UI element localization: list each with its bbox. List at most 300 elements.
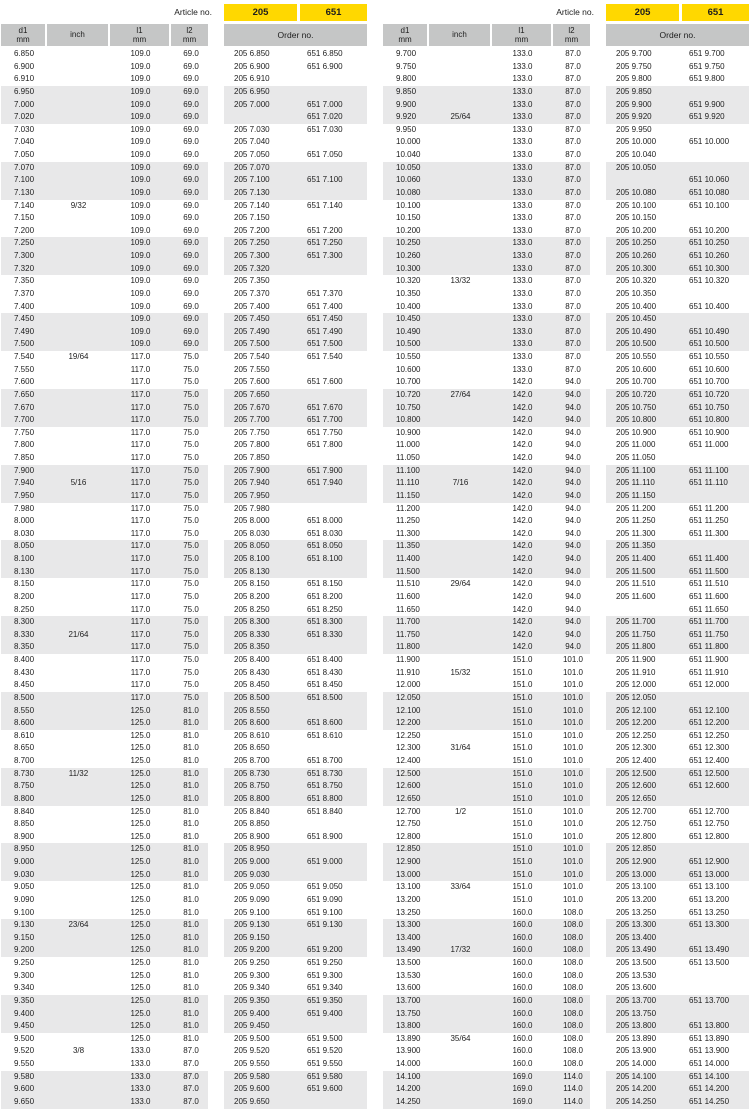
l1-value: 109.0	[110, 250, 171, 263]
table-row	[1, 705, 367, 718]
inch-value	[47, 604, 110, 617]
row-gap	[590, 717, 606, 730]
d1-value: 11.400	[383, 553, 429, 566]
inch-value	[429, 351, 492, 364]
l2-value: 75.0	[183, 440, 199, 450]
order-651-value: 651 7.200	[307, 225, 343, 235]
inch-value	[47, 566, 110, 579]
d1-value: 12.800	[396, 831, 421, 841]
order-651-value	[297, 742, 367, 755]
row-gap	[590, 351, 606, 364]
l1-value: 117.0	[130, 680, 151, 690]
table-row	[383, 970, 749, 983]
l2-value: 87.0	[565, 200, 581, 210]
order-205-value: 205 13.530	[616, 970, 657, 980]
inch-value: 27/64	[429, 389, 492, 402]
d1-value: 7.700	[1, 414, 47, 427]
row-gap	[590, 465, 606, 478]
l2-value: 94.0	[565, 516, 581, 526]
order-651-value: 651 8.150	[307, 579, 343, 589]
table-row	[383, 629, 749, 642]
table-body	[1, 48, 367, 1109]
order-651-value: 651 9.100	[307, 907, 343, 917]
d1-value: 10.260	[383, 250, 429, 263]
inch-value	[47, 275, 110, 288]
d1-value: 11.600	[396, 591, 420, 601]
l1-value: 125.0	[110, 843, 171, 856]
table-row	[383, 679, 749, 692]
l2-value: 87.0	[171, 1071, 208, 1084]
row-gap	[590, 187, 606, 200]
d1-value: 12.500	[383, 768, 429, 781]
table-row	[383, 1020, 749, 1033]
column-unit: mm	[182, 35, 197, 44]
l1-value: 125.0	[130, 907, 151, 917]
inch-value	[47, 237, 110, 250]
row-gap	[590, 162, 606, 175]
l2-value: 81.0	[183, 819, 199, 829]
row-gap	[590, 86, 606, 99]
d1-value: 9.500	[14, 1033, 35, 1043]
order-205-value: 205 11.600	[616, 591, 656, 601]
table-row	[383, 402, 749, 415]
order-205-value: 205 10.750	[606, 402, 679, 415]
row-gap	[590, 629, 606, 642]
l2-value: 75.0	[183, 655, 199, 664]
d1-value: 11.700	[383, 616, 429, 629]
d1-value: 7.950	[1, 490, 47, 503]
order-651-value: 651 7.000	[297, 99, 367, 112]
row-gap	[590, 1083, 606, 1096]
l1-value: 117.0	[130, 377, 151, 387]
row-gap	[590, 452, 606, 465]
l1-value: 109.0	[130, 213, 151, 223]
inch-value	[47, 86, 110, 99]
order-205-value: 205 7.400	[234, 301, 270, 311]
l2-value: 87.0	[553, 86, 590, 99]
inch-value	[47, 376, 110, 389]
l1-value: 169.0	[492, 1096, 553, 1109]
inch-value	[47, 288, 110, 301]
l1-value: 151.0	[492, 780, 553, 793]
order-651-value	[297, 136, 367, 149]
row-gap	[590, 831, 606, 844]
order-651-value	[679, 149, 749, 162]
order-205-value: 205 9.700	[616, 49, 652, 58]
l2-value: 87.0	[183, 1046, 199, 1056]
row-gap	[208, 465, 224, 478]
inch-value	[429, 957, 492, 970]
d1-value: 7.350	[14, 276, 35, 286]
inch-value	[47, 705, 110, 718]
order-205-value: 205 9.520	[234, 1046, 270, 1056]
table-row	[1, 553, 367, 566]
order-205-value: 205 9.600	[224, 1083, 297, 1096]
d1-value: 13.890	[396, 1033, 421, 1043]
inch-value	[47, 641, 110, 654]
order-651-value: 651 14.100	[679, 1071, 749, 1084]
order-651-value	[297, 73, 367, 86]
d1-value: 11.910	[396, 667, 420, 677]
d1-value: 13.900	[396, 1046, 421, 1056]
order-205-value	[606, 174, 679, 187]
l2-value: 75.0	[171, 566, 208, 579]
l2-value: 75.0	[171, 629, 208, 642]
l1-value: 109.0	[110, 111, 171, 124]
order-651-value: 651 10.200	[689, 225, 730, 235]
table-row	[1, 692, 367, 705]
order-651-value: 651 7.600	[307, 377, 343, 387]
order-651-value	[679, 288, 749, 301]
order-651-value: 651 11.700	[679, 616, 749, 629]
l2-value: 114.0	[553, 1083, 590, 1096]
l2-value: 81.0	[183, 806, 199, 816]
order-205-value: 205 8.000	[234, 516, 270, 526]
order-651-value: 651 8.400	[307, 655, 343, 664]
d1-value: 7.300	[1, 250, 47, 263]
d1-value: 9.550	[14, 1059, 35, 1068]
d1-value: 9.340	[14, 983, 35, 993]
order-205-value: 205 8.050	[224, 540, 297, 553]
table-row	[1, 578, 367, 591]
order-651-value: 651 8.330	[297, 629, 367, 642]
order-651-value: 651 9.250	[307, 958, 343, 967]
table-row	[1, 174, 367, 187]
column-label: l2	[568, 25, 575, 35]
order-205-value: 205 12.650	[606, 793, 679, 806]
order-651-value: 651 13.250	[689, 907, 730, 917]
l1-value: 151.0	[512, 806, 533, 816]
column-label: l1	[518, 25, 525, 35]
row-gap	[208, 944, 224, 957]
column-header-l1	[110, 24, 171, 46]
l1-value: 109.0	[110, 237, 171, 250]
l1-value: 142.0	[492, 553, 553, 566]
order-205-value: 205 13.200	[616, 894, 657, 904]
d1-value: 9.520	[14, 1046, 35, 1056]
table-row	[383, 806, 749, 819]
order-205-value: 205 8.730	[224, 768, 297, 781]
order-651-value: 651 9.800	[689, 74, 725, 84]
inch-value	[47, 932, 110, 945]
order-651-value: 651 10.100	[689, 200, 730, 210]
order-651-value: 651 6.850	[307, 49, 343, 58]
order-651-value: 651 12.000	[689, 680, 730, 690]
inch-value	[429, 124, 492, 137]
order-205-value: 205 8.900	[234, 831, 270, 841]
column-label: l1	[136, 25, 143, 35]
order-651-value: 651 13.500	[689, 958, 730, 967]
order-651-value	[297, 818, 367, 831]
l1-value: 125.0	[130, 983, 151, 993]
l1-value: 109.0	[130, 150, 151, 159]
row-gap	[208, 856, 224, 869]
order-651-value: 651 8.100	[297, 553, 367, 566]
l1-value: 160.0	[492, 932, 553, 945]
l2-value: 69.0	[183, 74, 199, 84]
table-row	[383, 99, 749, 112]
table-row	[1, 61, 367, 74]
row-gap	[590, 957, 606, 970]
d1-value: 7.150	[14, 213, 35, 223]
order-651-value: 651 10.000	[689, 137, 730, 147]
table-row	[1, 212, 367, 225]
article-651-header: 651	[297, 4, 367, 21]
inch-value	[429, 730, 492, 743]
order-205-value: 205 8.650	[234, 743, 270, 753]
order-205-value: 205 6.850	[234, 49, 270, 58]
row-gap	[208, 1058, 224, 1071]
order-205-value: 205 10.450	[606, 313, 679, 326]
l1-value: 125.0	[130, 894, 151, 904]
l2-value: 75.0	[183, 667, 199, 677]
inch-value: 7/16	[429, 477, 492, 490]
row-gap	[208, 376, 224, 389]
column-header-row	[383, 24, 749, 46]
l2-value: 94.0	[553, 477, 590, 490]
d1-value: 7.020	[1, 111, 47, 124]
l1-value: 109.0	[130, 200, 151, 210]
order-205-value: 205 7.320	[224, 263, 297, 276]
order-205-value: 205 13.750	[606, 1008, 679, 1021]
l1-value: 151.0	[492, 869, 553, 882]
l1-value: 160.0	[492, 919, 553, 932]
d1-value: 7.600	[14, 377, 35, 387]
table-row	[383, 174, 749, 187]
d1-value: 12.200	[383, 717, 429, 730]
d1-value: 7.670	[1, 402, 47, 415]
l1-value: 125.0	[110, 1020, 171, 1033]
d1-value: 8.610	[14, 730, 35, 740]
inch-value	[429, 73, 492, 86]
inch-value	[429, 717, 492, 730]
column-gap	[590, 24, 606, 46]
d1-value: 9.350	[1, 995, 47, 1008]
order-205-value: 205 12.800	[616, 831, 657, 841]
l2-value: 87.0	[565, 225, 581, 235]
d1-value: 13.490	[383, 944, 429, 957]
table-row	[1, 730, 367, 743]
order-651-value: 651 11.800	[679, 641, 749, 654]
l2-value: 94.0	[553, 414, 590, 427]
inch-value	[47, 452, 110, 465]
d1-value: 10.050	[383, 162, 429, 175]
inch-value	[429, 591, 492, 604]
l1-value: 125.0	[130, 970, 151, 980]
table-row	[1, 338, 367, 351]
table-row	[1, 768, 367, 781]
inch-value	[47, 263, 110, 276]
l1-value: 125.0	[130, 743, 151, 753]
l1-value: 133.0	[512, 137, 533, 147]
row-gap	[208, 654, 224, 667]
l1-value: 109.0	[110, 326, 171, 339]
row-gap	[208, 566, 224, 579]
l1-value: 160.0	[492, 944, 553, 957]
inch-value	[47, 616, 110, 629]
l1-value: 117.0	[110, 465, 171, 478]
order-651-value: 651 9.090	[307, 894, 343, 904]
order-651-value: 651 7.490	[297, 326, 367, 339]
d1-value: 8.750	[1, 780, 47, 793]
d1-value: 11.800	[383, 641, 429, 654]
l2-value: 101.0	[553, 692, 590, 705]
l2-value: 75.0	[183, 680, 199, 690]
l2-value: 101.0	[553, 717, 590, 730]
order-651-value: 651 11.400	[679, 553, 749, 566]
table-row	[383, 869, 749, 882]
order-205-value: 205 12.300	[616, 743, 657, 753]
l1-value: 169.0	[492, 1083, 553, 1096]
d1-value: 13.100	[396, 882, 421, 892]
inch-value	[429, 376, 492, 389]
table-row	[383, 200, 749, 213]
row-gap	[590, 869, 606, 882]
row-gap	[590, 806, 606, 819]
l2-value: 108.0	[562, 970, 584, 980]
order-205-value: 205 7.800	[234, 440, 270, 450]
inch-value: 11/32	[47, 768, 110, 781]
l2-value: 81.0	[183, 743, 199, 753]
inch-value	[47, 73, 110, 86]
l2-value: 75.0	[171, 553, 208, 566]
l2-value: 81.0	[171, 932, 208, 945]
order-651-value	[679, 162, 749, 175]
table-row	[383, 452, 749, 465]
l2-value: 87.0	[565, 124, 581, 134]
l1-value: 125.0	[110, 944, 171, 957]
order-651-value: 651 7.050	[307, 150, 343, 159]
table-row	[1, 894, 367, 907]
order-205-value: 205 8.100	[224, 553, 297, 566]
d1-value: 7.200	[14, 225, 35, 235]
order-205-value: 205 13.500	[616, 958, 657, 967]
table-row	[1, 427, 367, 440]
row-gap	[208, 364, 224, 377]
l1-value: 142.0	[512, 427, 533, 437]
order-205-value: 205 14.000	[616, 1059, 657, 1068]
order-651-value	[297, 86, 367, 99]
inch-value	[47, 1071, 110, 1084]
table-row	[383, 730, 749, 743]
d1-value: 12.700	[396, 806, 421, 816]
order-205-value: 205 14.250	[606, 1096, 679, 1109]
d1-value: 7.750	[14, 427, 35, 437]
order-651-value: 651 9.920	[679, 111, 749, 124]
order-651-value: 651 8.610	[307, 730, 343, 740]
d1-value: 8.000	[14, 516, 35, 526]
table-row	[1, 1083, 367, 1096]
row-gap	[208, 604, 224, 617]
d1-value: 10.350	[396, 288, 421, 298]
order-205-value: 205 6.900	[234, 61, 270, 71]
order-651-value: 651 10.750	[679, 402, 749, 415]
row-gap	[208, 225, 224, 238]
l2-value: 101.0	[562, 831, 584, 841]
order-205-value: 205 13.300	[606, 919, 679, 932]
inch-value	[429, 250, 492, 263]
order-205-value: 205 13.700	[606, 995, 679, 1008]
d1-value: 7.940	[1, 477, 47, 490]
row-gap	[590, 768, 606, 781]
l1-value: 142.0	[492, 641, 553, 654]
l2-value: 101.0	[562, 655, 584, 664]
d1-value: 7.030	[14, 124, 35, 134]
d1-value: 8.550	[1, 705, 47, 718]
l1-value: 142.0	[512, 453, 533, 462]
inch-value	[429, 313, 492, 326]
l1-value: 151.0	[492, 717, 553, 730]
order-205-value: 205 9.100	[234, 907, 270, 917]
column-header-d1	[383, 24, 429, 46]
l1-value: 160.0	[512, 983, 533, 993]
l1-value: 160.0	[512, 1046, 533, 1056]
row-gap	[590, 237, 606, 250]
inch-value: 13/32	[450, 276, 471, 286]
l1-value: 133.0	[512, 276, 533, 286]
row-gap	[208, 793, 224, 806]
order-651-value: 651 11.100	[679, 465, 749, 478]
row-gap	[590, 1008, 606, 1021]
inch-value	[429, 604, 492, 617]
inch-value	[47, 225, 110, 238]
order-205-value: 205 10.350	[616, 288, 657, 298]
inch-value	[47, 136, 110, 149]
d1-value: 10.800	[383, 414, 429, 427]
l1-value: 142.0	[512, 604, 533, 614]
d1-value: 10.450	[383, 313, 429, 326]
inch-value	[47, 313, 110, 326]
d1-value: 11.300	[396, 528, 420, 538]
order-205-value: 205 8.600	[224, 717, 297, 730]
l1-value: 133.0	[130, 1046, 151, 1056]
order-205-value: 205 10.550	[616, 352, 657, 361]
l1-value: 117.0	[110, 490, 171, 503]
row-gap	[208, 578, 224, 591]
d1-value: 11.350	[383, 540, 429, 553]
order-205-value: 205 12.400	[616, 756, 657, 765]
row-gap	[590, 477, 606, 490]
l1-value: 151.0	[492, 768, 553, 781]
row-gap	[208, 136, 224, 149]
table-row	[1, 313, 367, 326]
l1-value: 117.0	[110, 553, 171, 566]
inch-value	[47, 490, 110, 503]
d1-value: 12.750	[396, 819, 421, 829]
order-205-value: 205 7.000	[224, 99, 297, 112]
row-gap	[208, 389, 224, 402]
order-651-value: 651 6.900	[307, 61, 343, 71]
d1-value: 12.900	[383, 856, 429, 869]
l1-value: 133.0	[512, 288, 533, 298]
inch-value	[429, 970, 492, 983]
l1-value: 125.0	[110, 780, 171, 793]
d1-value: 12.850	[383, 843, 429, 856]
l2-value: 81.0	[183, 756, 199, 765]
l2-value: 94.0	[553, 629, 590, 642]
table-row	[383, 528, 749, 541]
l2-value: 101.0	[562, 756, 584, 765]
order-205-value: 205 12.250	[616, 730, 657, 740]
row-gap	[590, 970, 606, 983]
l2-value: 69.0	[183, 225, 199, 235]
row-gap	[590, 730, 606, 743]
table-row	[1, 275, 367, 288]
inch-value	[429, 894, 492, 907]
order-205-value: 205 7.950	[224, 490, 297, 503]
d1-value: 13.000	[383, 869, 429, 882]
order-205-value: 205 7.980	[234, 503, 270, 513]
